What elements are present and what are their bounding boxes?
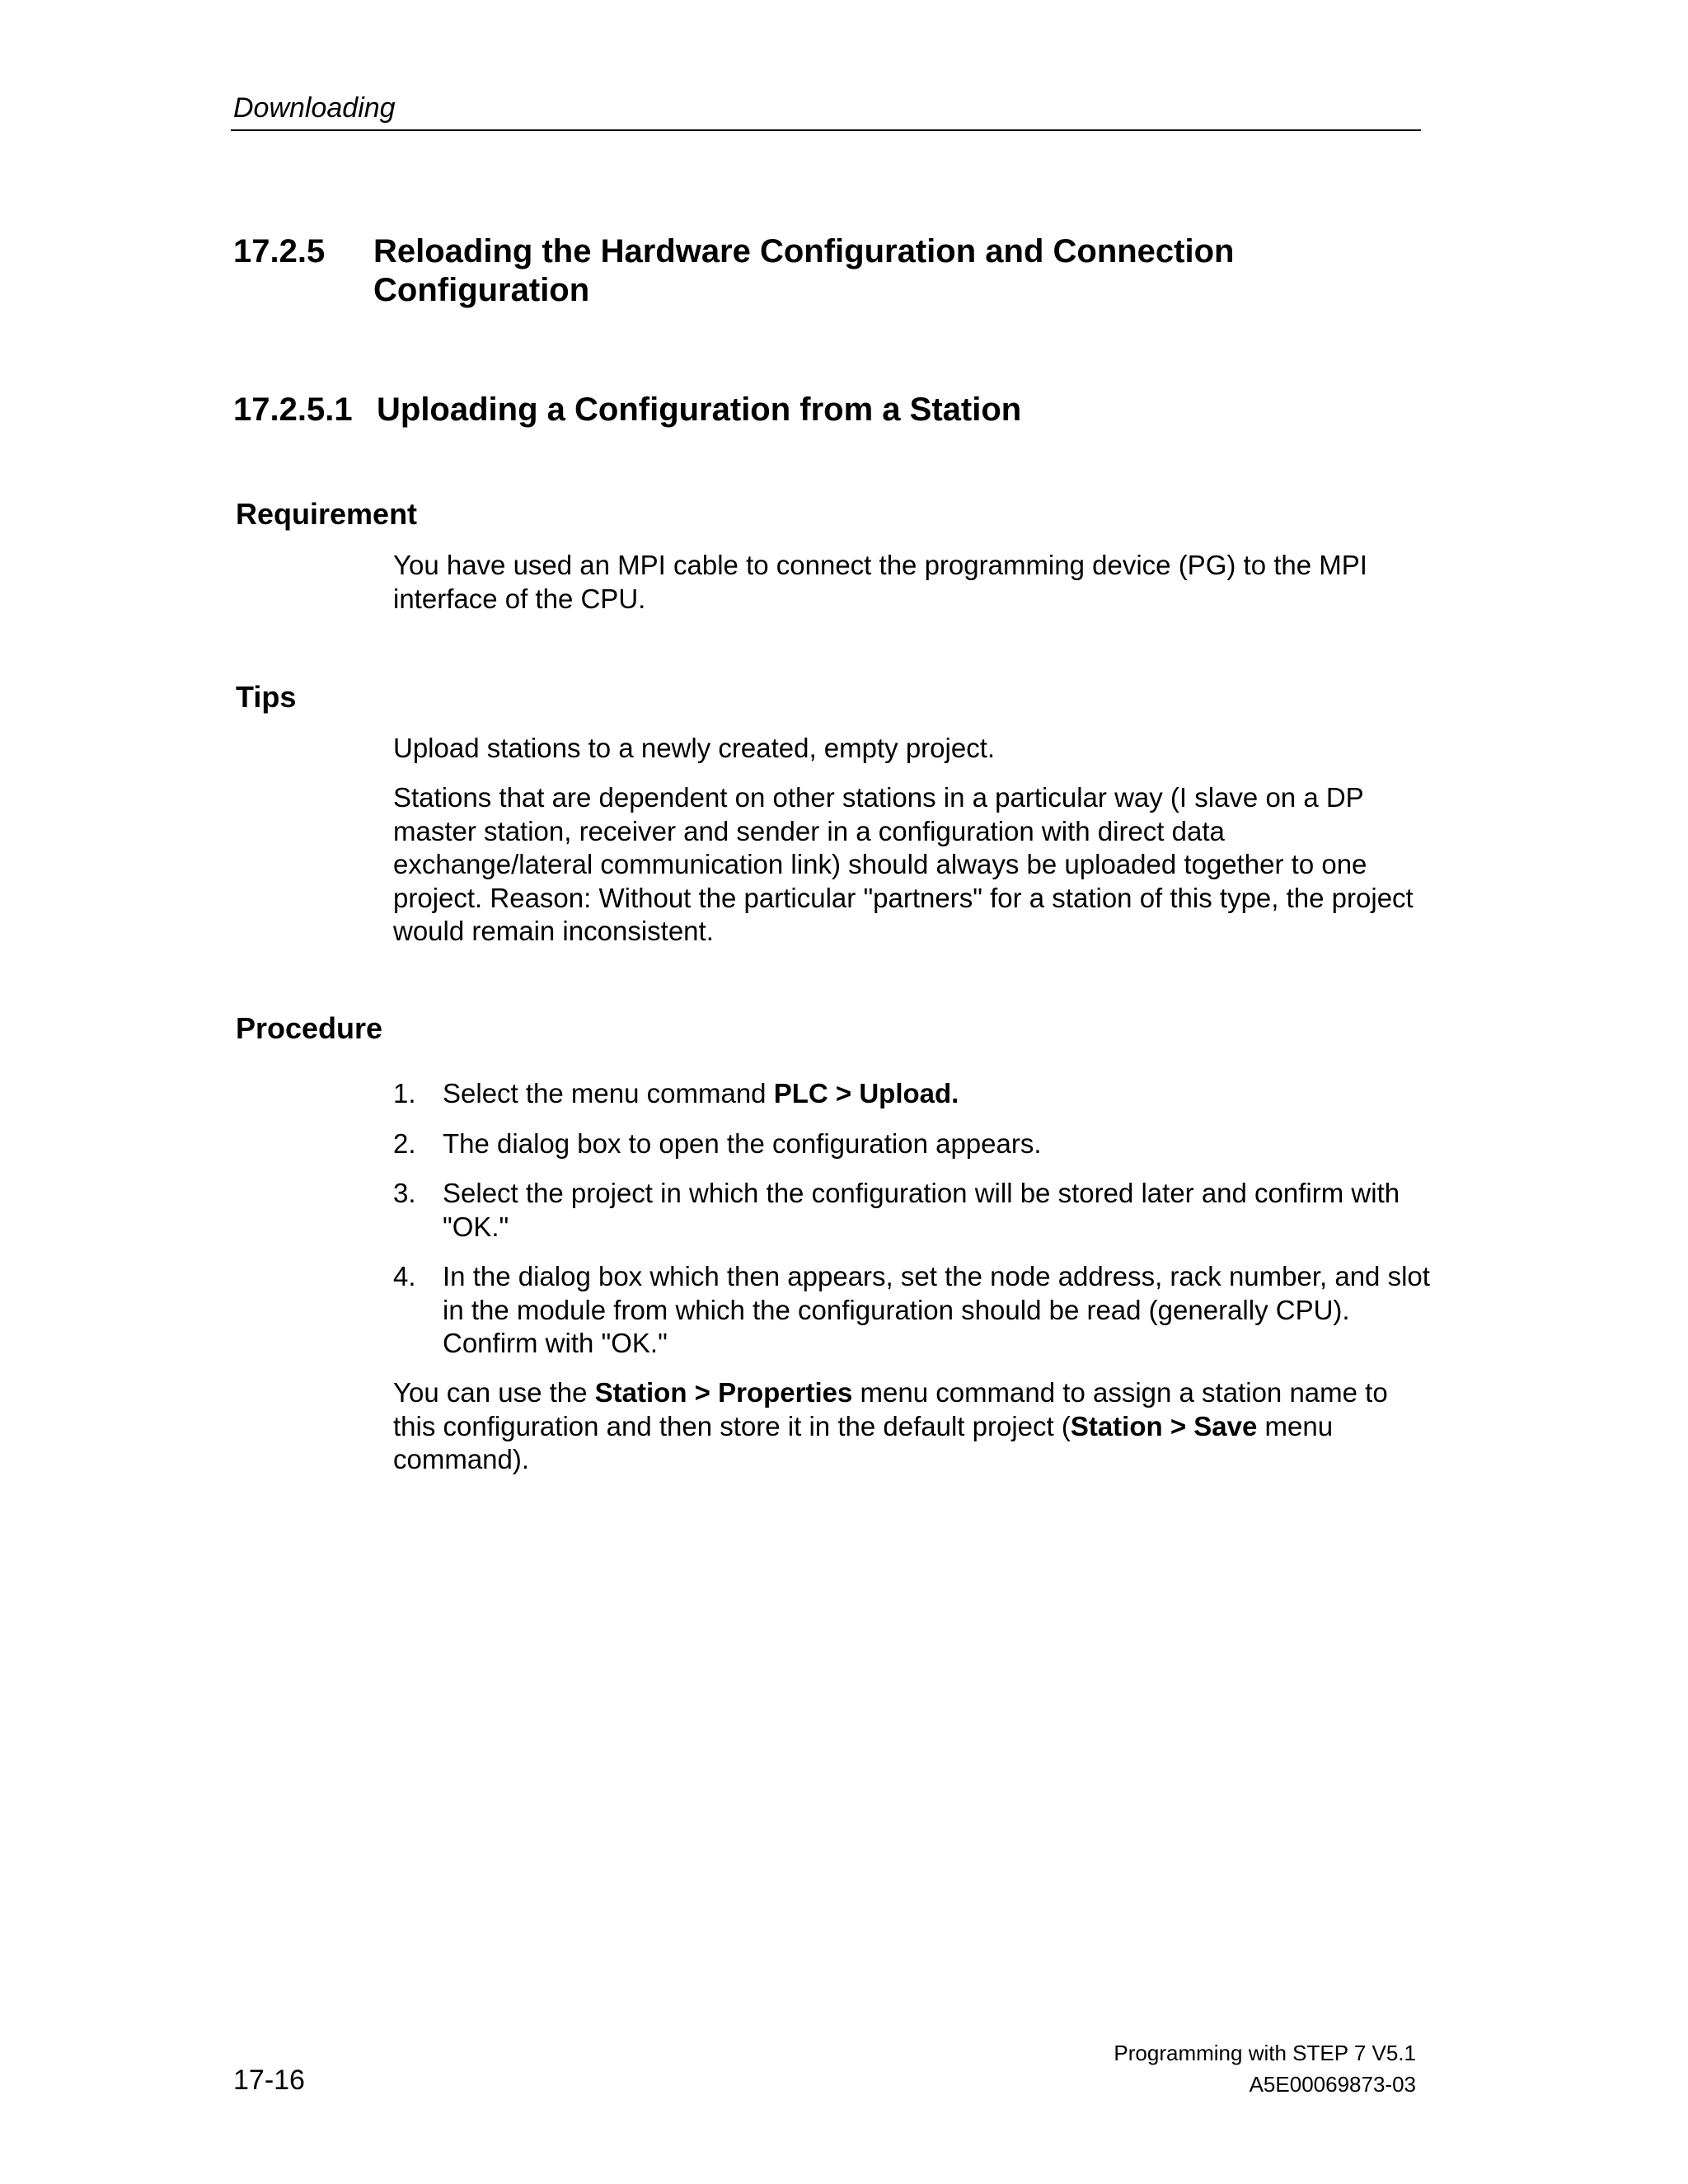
step-text: Select the menu command	[443, 1078, 774, 1108]
header-rule	[231, 129, 1421, 131]
footer-info	[1114, 2037, 1416, 2100]
step-text: Select the project in which the configuration will be stored later and confirm with "OK."	[443, 1178, 1400, 1242]
procedure-heading: Procedure	[236, 1011, 383, 1045]
closing-text: You can use the	[393, 1377, 595, 1408]
subsection-title: Uploading a Configuration from a Station	[377, 391, 1022, 428]
procedure-closing	[393, 1376, 1432, 1477]
procedure-step	[393, 1077, 1432, 1111]
tips-text-block-2	[393, 781, 1432, 949]
step-number: 2.	[393, 1127, 416, 1159]
closing-text: menu command to assign a station name to this configuration and then store it in the default project (	[393, 1377, 1388, 1441]
procedure-steps	[393, 1077, 1432, 1377]
step-number: 3.	[393, 1178, 416, 1208]
subsection-heading	[233, 391, 1021, 429]
closing-command-properties: Station > Properties	[594, 1377, 853, 1408]
tips-paragraph-2: Stations that are dependent on other stations in a particular way (I slave on a DP master station, receiver and sender in a configuration with direct data exchange/lateral communication link) should always be uploaded together to one project. Reason: Without the particular "partners" for a station of this type, the project would remain inconsistent.	[393, 782, 1414, 946]
step-text: In the dialog box which then appears, set the node address, rack number, and slot in the module from which the configuration should be read (generally CPU). Confirm with "OK."	[443, 1261, 1430, 1358]
doc-id: A5E00069873-03	[1249, 2072, 1416, 2097]
tips-paragraph-1: Upload stations to a newly created, empty project.	[393, 733, 996, 763]
section-title: Reloading the Hardware Configuration and Connection Configuration	[373, 233, 1235, 308]
running-header: Downloading	[233, 92, 396, 124]
page-number: 17-16	[233, 2064, 305, 2096]
requirement-heading: Requirement	[236, 497, 418, 531]
procedure-step	[393, 1177, 1432, 1244]
closing-command-save: Station > Save	[1070, 1410, 1258, 1441]
step-text: The dialog box to open the configuration appears.	[443, 1127, 1042, 1159]
requirement-text: You have used an MPI cable to connect the programming device (PG) to the MPI interface of the CPU.	[393, 550, 1367, 614]
requirement-text-block	[393, 549, 1432, 616]
subsection-number: 17.2.5.1	[233, 391, 353, 428]
step-number: 1.	[393, 1078, 416, 1108]
closing-text: menu command).	[393, 1410, 1334, 1474]
procedure-step	[393, 1127, 1432, 1161]
tips-text-block	[393, 732, 1432, 766]
step-number: 4.	[393, 1261, 416, 1291]
section-number: 17.2.5	[233, 233, 326, 269]
book-title: Programming with STEP 7 V5.1	[1114, 2041, 1416, 2065]
tips-heading: Tips	[236, 680, 297, 714]
step-command: PLC > Upload.	[773, 1078, 959, 1108]
procedure-step	[393, 1260, 1432, 1361]
